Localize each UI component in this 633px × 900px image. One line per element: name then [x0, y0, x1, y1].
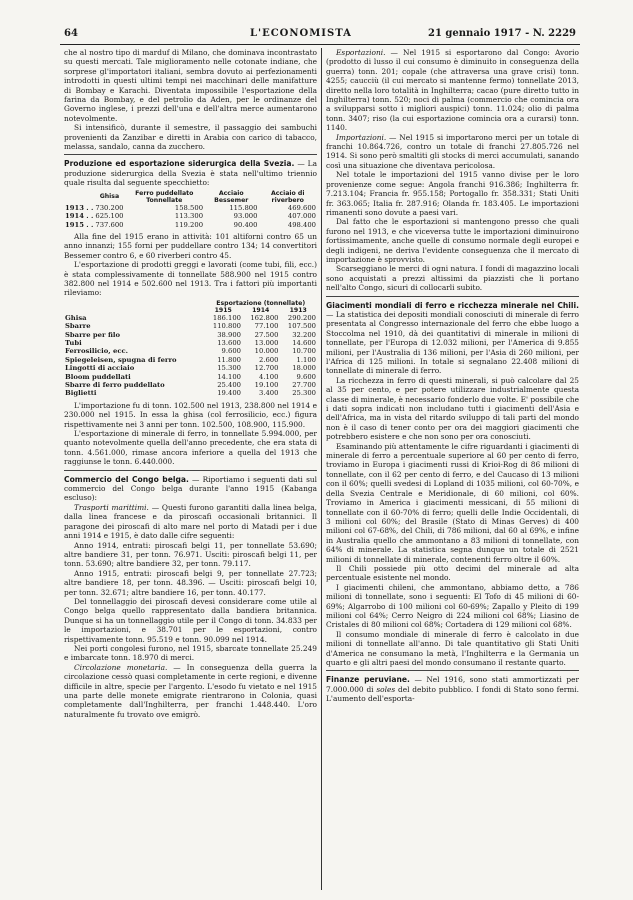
- currency-word: soles: [376, 684, 396, 694]
- paragraph: Alla fine del 1915 erano in attività: 101 altiforni contro 65 un anno innanzi; 155 forni per puddellare contro 134; 14 convertitori Bessemer contro 6, e 60 riverberi contro 45.: [64, 231, 317, 260]
- table-row: [64, 339, 317, 347]
- table-cell: 13.600: [217, 338, 241, 347]
- paragraph: [326, 133, 579, 171]
- table-row: [64, 373, 317, 381]
- paragraph: Esaminando più attentamente le cifre riguardanti i giacimenti di minerale di ferro a percentuale superiore al 60 per cento di ferro, troviamo in Europa i giacimenti russi di Krioi-Rog di 86 milioni di tonnellate, con il 62 per cento di ferro, e del Caucaso di 13 milioni con il 60%; quelli svedesi di Lopland di 1035 milioni, col 60-70%, e della Svezia Centrale e Meridionale, di 60 milioni, col 60%. Troviamo in America i giacimenti messicani, di 55 milioni di tonnellate con il 60-70% di ferro; quelli delle Indie Occidentali, di 3 milioni col 60%; del Brasile (Stato di Minas Gerves) di 400 milioni col 67-68%, del Chili, di 786 milioni, dal 60 al 69%, e infine in Australia quello che ammontano a 83 milioni di tonnellate, con 64% di minerale. La statistica segna dunque un totale di 2521 milioni di tonnellate di minerale, contenenti ferro oltre il 60%.: [326, 441, 579, 564]
- table-row: [64, 356, 317, 364]
- table-cell: 10.000: [254, 347, 279, 356]
- table-cell: 186.100: [212, 313, 241, 322]
- table-cell: 119.200: [174, 220, 204, 229]
- section-text: — Riportiamo i seguenti dati sul commercio del Congo belga durante l'anno 1915 (Kabanga escluso):: [64, 474, 317, 503]
- table-header-row: [64, 190, 317, 204]
- table-cell: 38.900: [217, 330, 241, 339]
- paragraph: Nei porti congolesi furono, nel 1915, sbarcate tonnellate 25.249 e imbarcate tonn. 18.970 di merci.: [64, 643, 317, 663]
- row-label: Tubi: [65, 338, 82, 347]
- table-cell: 9.600: [296, 372, 316, 381]
- column-header: 1915: [214, 306, 232, 314]
- table-cell: 625.100: [95, 212, 124, 221]
- column-header: Acciaio Bessemer: [214, 189, 249, 204]
- paragraph: Scarseggiano le merci di ogni natura. I fondi di magazzino locali sono acquistati a prezzi altissimi da piazzisti che li portano nell'alto Congo, sicuri di collocarli subito.: [326, 264, 579, 293]
- section-title: Finanze peruviane.: [326, 675, 410, 685]
- column-header: 1913: [289, 306, 307, 314]
- table-cell: 27.700: [292, 381, 316, 389]
- section-peru: [326, 675, 579, 703]
- sweden-export-table: [64, 300, 317, 398]
- subsection-title: Importazioni.: [336, 132, 387, 142]
- divider: [326, 296, 579, 297]
- paragraph: che al nostro tipo di marduf di Milano, che dominava incontrastato su questi mercati. Tale miglioramento nelle cotonate indiane, che sorprese gl'importatori italiani, sembra dovuto ai perfezionamenti introdotti in questi ultimi tempi nei macchinari delle manifatture di Bombay e Karachi. Diventata impossibile l'esportazione della farina da Bombay, e del petrolio da Aden, per le ordinanze del Governo inglese, i prezzi dell'una e dell'altra merce aumentarono notevolmente.: [64, 48, 317, 123]
- paragraph-text: — In conseguenza della guerra la circolazione cessò quasi completamente in certe regioni, e divenne difficile in altre, specie per l'argento. L'esodo fu vietato e nel 1915 una parte delle monete emigrate rientrarono in Colonia, quasi completamente dall'Inghilterra, per franchi 1.448.440. L'oro naturalmente fu trovato ove emigrò.: [64, 662, 317, 719]
- paragraph: Il consumo mondiale di minerale di ferro è calcolato in due milioni di tonnellate all'anno. Di tale quantitativo gli Stati Uniti d'America ne consumano la metà, l'Inghilterra e la Germania un quarto e gli altri paesi del mondo consumano il restante quarto.: [326, 629, 579, 667]
- section-sweden: [64, 159, 317, 187]
- divider: [64, 154, 317, 155]
- section-text: del debito pubblico. I fondi di Stato sono fermi. L'aumento dell'esporta-: [326, 684, 579, 704]
- paragraph: Il Chili possiede più otto decimi del minerale ad alta percentuale esistente nel mondo.: [326, 563, 579, 583]
- table-row: [64, 389, 317, 397]
- table-cell: 10.700: [292, 347, 316, 356]
- table-cell: 19.100: [254, 381, 279, 389]
- columns: [60, 48, 580, 890]
- paragraph: Del tonnellaggio dei piroscafi devesi considerare come utile al Congo belga quello rappresentato dalla bandiera britannica. Dunque si ha un tonnellaggio utile per il Congo di tonn. 34.833 per le importazioni, e 38.701 per le esportazioni, contro rispettivamente tonn. 95.519 e tonn. 90.099 nel 1914.: [64, 596, 317, 644]
- row-label: Spiegeleisen, spugna di ferro: [65, 355, 177, 364]
- table-cell: 90.400: [233, 220, 258, 229]
- paragraph: [64, 503, 317, 541]
- sweden-production-table: [64, 190, 317, 229]
- paragraph: L'importazione fu di tonn. 102.500 nel 1913, 238.800 nel 1914 e 230.000 nel 1915. In essa la ghisa (col ferrosilicio, ecc.) figura rispettivamente nei 3 anni per tonn. 102.500, 108.900, 115.900.: [64, 400, 317, 429]
- table-row: [64, 364, 317, 372]
- table-cell: 469.600: [287, 203, 316, 212]
- table-cell: 11.800: [217, 355, 241, 364]
- table-cell: 14.600: [292, 338, 316, 347]
- table-row: [64, 204, 317, 212]
- table-cell: 19.400: [217, 389, 241, 398]
- table-cell: 9.600: [221, 347, 241, 356]
- divider: [326, 670, 579, 671]
- right-column: [326, 48, 579, 890]
- table-cell: 25.400: [217, 381, 241, 389]
- table-cell: 1.100: [296, 355, 316, 364]
- table-cell: 32.200: [292, 330, 316, 339]
- table-cell: 113.300: [174, 212, 204, 221]
- row-label: Lingotti di acciaio: [65, 364, 135, 373]
- paragraph-text: — Questi furono garantiti dalla linea belga, dalla linea francese e da piroscafi occasionali britannici. Il paragone dei piroscafi di alto mare nel porto di Matadi per i due anni 1914 e 1915, è dato dalle cifre seguenti:: [64, 502, 317, 541]
- paragraph-text: — Nel 1915 si importarono merci per un totale di franchi 10.864.726, contro un totale di franchi 27.805.726 nel 1914. Si sono però smaltiti gli stocks di merci accumulati, sanando così una situazione che diventava pericolosa.: [326, 132, 579, 170]
- divider: [64, 470, 317, 471]
- section-iron-deposits: [326, 301, 579, 376]
- column-header: 1914: [252, 306, 270, 314]
- table-row: [64, 221, 317, 229]
- journal-title: L'ECONOMISTA: [250, 28, 352, 39]
- table-cell: 498.400: [287, 220, 316, 229]
- row-label: Sbarre per filo: [65, 330, 120, 339]
- paragraph: Anno 1914, entrati: piroscafi belgi 11, per tonnellate 53.690; altre bandiere 31, per tonn. 76.971. Usciti: piroscafi belgi 11, per tonn. 53.690; altre bandiere 32, per tonn. 79.117.: [64, 540, 317, 569]
- paragraph: La ricchezza in ferro di questi minerali, si può calcolare dal 25 al 35 per cento, e per potere utilizzare industrialmente questa classe di minerale, è necessario fonderlo due volte. E' possibile che i dati sopra indicati non includano tutti i giacimenti dell'Asia e dell'Africa, ma in vista del ritardo sviluppo di tali parti del mondo non è il caso di tener conto per ora dei maggiori giacimenti che potrebbero esistere e che non sono per ora conosciuti.: [326, 375, 579, 442]
- paragraph: Nel totale le importazioni del 1915 vanno divise per le loro provenienze come segue: Angola franchi 916.386; Inghilterra fr. 7.213.104; Francia fr. 955.158; Portogallo fr. 358.331; Stati Uniti fr. 363.065; Italia fr. 287.916; Olanda fr. 183.405. Le importazioni rimanenti sono dovute a paesi vari.: [326, 170, 579, 217]
- row-label: Biglietti: [65, 389, 97, 398]
- table-cell: 3.400: [259, 389, 279, 398]
- section-title: Produzione ed esportazione siderurgica della Svezia.: [64, 159, 295, 169]
- table-cell: 107.500: [287, 322, 316, 331]
- table-cell: 15.300: [217, 364, 241, 373]
- section-title: Giacimenti mondiali di ferro e ricchezza minerale nel Chili.: [326, 300, 579, 310]
- section-text: — La statistica dei depositi mondiali conosciuti di minerale di ferro presentata al Congresso internazionale del ferro che ebbe luogo a Stoccolma nel 1910, dà dei quantitativi di minerale in milioni di tonnellate, per l'Europa di 12.032 milioni, per l'America di 9.855 milioni, per l'Australia di 136 milioni, per l'Asia di 260 milioni, per l'Africa di 125 milioni. In totale si segnalano 22.408 milioni di tonnellate di minerale di ferro.: [326, 309, 579, 376]
- column-rule: [321, 48, 322, 890]
- column-header: Acciaio di riverbero: [270, 189, 305, 204]
- table-cell: 2.600: [259, 355, 279, 364]
- table-cell: 290.200: [287, 313, 316, 322]
- table-header-row: [64, 307, 317, 314]
- paragraph: [64, 663, 317, 719]
- table-cell: 18.000: [292, 364, 316, 373]
- table-cell: 13.000: [254, 338, 279, 347]
- table-cell: 115.800: [229, 203, 258, 212]
- section-congo: [64, 475, 317, 503]
- table-row: [64, 331, 317, 339]
- row-label: Sbarre di ferro puddellato: [65, 381, 165, 389]
- row-label: Sbarre: [65, 322, 91, 331]
- running-head: [60, 28, 580, 45]
- section-text: — Nel 1916, sono stati ammortizzati per 7.000.000 di: [326, 675, 579, 694]
- paragraph: Anno 1915, entrati: piroscafi belgi 9, per tonnellate 27.723; altre bandiere 18, per tonn. 48.396. — Usciti: piroscafi belgi 10, per tonn. 32.671; altre bandiere 16, per tonn. 40.177.: [64, 568, 317, 597]
- subsection-title: Esportazioni.: [336, 48, 386, 57]
- paragraph-text: — Nel 1915 si esportarono dal Congo: Avorio (prodotto di lusso il cui consumo è diminuito in conseguenza della guerra) tonn. 201; copale (che attraversa una grave crisi) tonn. 4255; caucciù (il cui mercato si mantenne fermo) tonnellate 2013, diretto nella loro totalità in Inghilterra; cacao (pure diretto tutto in Inghilterra) tonn. 520; noci di palma (commercio che comincia ora a svilupparsi sotto i migliori auspici) tonn. 11.024; olio di palma tonn. 3407; riso (la cui esportazione comincia ora a curarsi) tonn. 1140.: [326, 48, 579, 133]
- table-cell: 25.300: [292, 389, 316, 398]
- table-caption: Esportazione (tonnellate): [216, 299, 306, 307]
- subsection-title: Trasporti marittimi.: [74, 502, 149, 512]
- newspaper-page: [60, 28, 580, 890]
- column-header: Ferro puddellato Tonnellate: [135, 189, 194, 204]
- paragraph: Dal fatto che le esportazioni si mantengono presso che quali furono nel 1913, e che viceversa tutte le importazioni diminuirono fortissimamente, anche quelle di consumo normale degli europei e degli indigeni, ne deriva l'evidente conseguenza che il mercato di importazione è sprovvisto.: [326, 217, 579, 264]
- section-title: Commercio del Congo belga.: [64, 474, 189, 484]
- left-column: [64, 48, 317, 890]
- row-label: Bloom puddellati: [65, 372, 131, 381]
- table-cell: 4.100: [259, 372, 279, 381]
- column-header: [64, 190, 94, 204]
- section-text: — La produzione siderurgica della Svezia è stata nell'ultimo triennio quale risulta dal seguente specchietto:: [64, 159, 317, 188]
- row-label: 1914 . .: [65, 212, 94, 221]
- row-label: 1913 . .: [65, 203, 94, 212]
- paragraph: L'esportazione di minerale di ferro, in tonnellate 5.994.000, per quanto notevolmente quella dell'anno precedente, che era stata di tonn. 4.561.000, rimase ancora inferiore a quella del 1913 che raggiunse le tonn. 6.440.000.: [64, 429, 317, 467]
- table-cell: 737.600: [95, 220, 124, 229]
- table-caption-row: [64, 300, 317, 307]
- table-row: [64, 212, 317, 220]
- paragraph: L'esportazione di prodotti greggi e lavorati (come tubi, fili, ecc.) è stata complessivamente di tonnellate 588.900 nel 1915 contro 382.800 nel 1914 e 502.600 nel 1913. Tra i fattori più importanti rileviamo:: [64, 260, 317, 298]
- paragraph: Si intensificò, durante il semestre, il passaggio dei sambuchi provenienti da Zanzibar e diretti in Arabia con carico di tabacco, melassa, sandalo, canna da zucchero.: [64, 123, 317, 152]
- table-cell: 93.000: [233, 212, 258, 221]
- row-label: Ferrosilicio, ecc.: [65, 347, 129, 356]
- row-label: Ghisa: [65, 313, 87, 322]
- row-label: 1915 . .: [65, 220, 94, 229]
- table-row: [64, 381, 317, 389]
- table-cell: 730.200: [95, 203, 124, 212]
- table-cell: 162.800: [250, 313, 279, 322]
- issue-date: 21 gennaio 1917 - N. 2229: [428, 28, 576, 39]
- table-cell: 158.500: [174, 203, 204, 212]
- column-header: Ghisa: [99, 193, 120, 201]
- table-cell: 14.100: [217, 372, 241, 381]
- table-cell: 77.100: [254, 322, 279, 331]
- table-cell: 27.500: [254, 330, 279, 339]
- paragraph: I giacimenti chileni, che ammontano, abbiamo detto, a 786 milioni di tonnellate, sono i seguenti: El Tofo di 45 milioni di 60-69%; Algarrobo di 100 milioni col 60-69%; Zapallo y Pleito di 199 milioni col 64%; Cerro Neigro di 224 milioni col 68%; Liasino de Cristales di 80 milioni col 68%; Cortadera di 129 milioni col 68%.: [326, 582, 579, 630]
- table-cell: 110.800: [212, 322, 241, 331]
- paragraph: [326, 48, 579, 133]
- page-number: 64: [64, 28, 78, 39]
- table-row: [64, 347, 317, 355]
- table-row: [64, 314, 317, 322]
- table-row: [64, 322, 317, 330]
- table-cell: 407.000: [287, 212, 316, 221]
- subsection-title: Circolazione monetaria.: [74, 662, 168, 672]
- table-cell: 12.700: [254, 364, 279, 373]
